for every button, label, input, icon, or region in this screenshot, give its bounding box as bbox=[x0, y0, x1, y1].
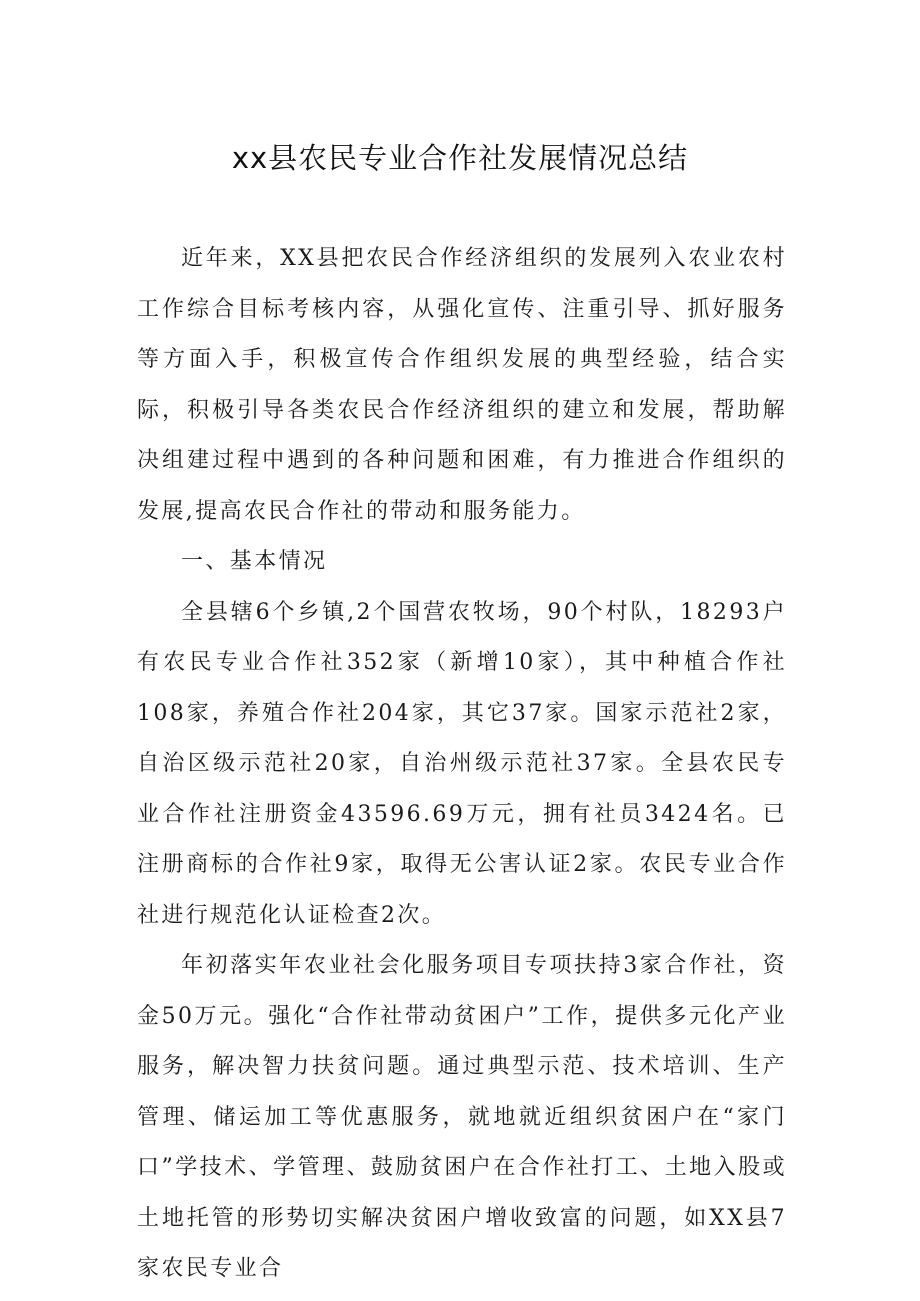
support-project-paragraph: 年初落实年农业社会化服务项目专项扶持3家合作社，资金50万元。强化“合作社带动贫困户”工作，提供多元化产业服务，解决智力扶贫问题。通过典型示范、技术培训、生产管理、储运加工等优惠服务，就地就近组织贫困户在“家门口”学技术、学管理、鼓励贫困户在合作社打工、土地入股或土地托管的形势切实解决贫困户增收致富的问题，如XX县7家农民专业合 bbox=[137, 953, 787, 1281]
section-heading-basic-situation: 一、基本情况 bbox=[181, 549, 328, 574]
intro-paragraph: 近年来，XX县把农民合作经济组织的发展列入农业农村工作综合目标考核内容，从强化宣传、注重引导、抓好服务等方面入手，积极宣传合作组织发展的典型经验，结合实际，积极引导各类农民合作经济组织的建立和发展，帮助解决组建过程中遇到的各种问题和困难，有力推进合作组织的发展,提高农民合作社的带动和服务能力。 bbox=[137, 246, 787, 524]
basic-situation-paragraph: 全县辖6个乡镇,2个国营农牧场，90个村队，18293户有农民专业合作社352家（新增10家），其中种植合作社108家，养殖合作社204家，其它37家。国家示范社2家，自治区级示范社20家，自治州级示范社37家。全县农民专业合作社注册资金43596.69万元，拥有社员3424名。已注册商标的合作社9家，取得无公害认证2家。农民专业合作社进行规范化认证检查2次。 bbox=[137, 599, 787, 928]
document-title: xx县农民专业合作社发展情况总结 bbox=[231, 141, 689, 175]
document-body bbox=[137, 234, 787, 1295]
